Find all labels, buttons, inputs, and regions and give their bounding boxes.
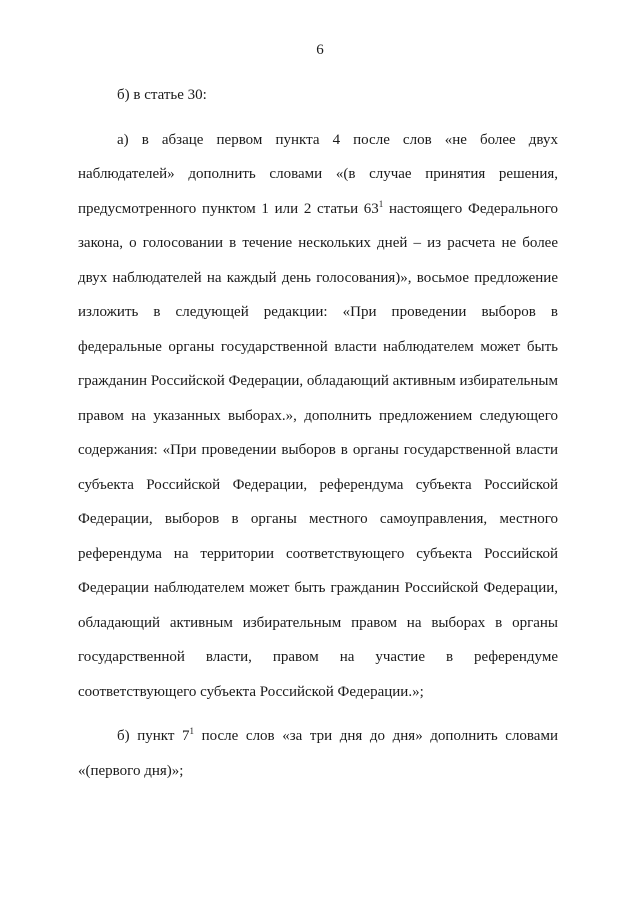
section-b-heading: б) в статье 30: bbox=[117, 87, 207, 103]
item-a-superscript: 1 bbox=[378, 198, 384, 209]
item-b-text-part1: б) пункт 7 bbox=[117, 728, 190, 744]
document-body bbox=[78, 78, 558, 788]
item-a-text-part2: настоящего Федерального закона, о голосовании в течение нескольких дней – из расчета не более двух наблюдателей на каждый день голосования)», восьмое предложение изложить в следующей редакции: «При проведении выборов в федеральные органы государственной власти наблюдателем может быть гражданин Российской Федерации, обладающий активным избирательным правом на указанных выборах.», дополнить предложением следующего содержания: «При проведении выборов в органы государственной власти субъекта Российской Федерации, референдума субъекта Российской Федерации, выборов в органы местного самоуправления, местного референдума на территории соответствующего субъекта Российской Федерации наблюдателем может быть гражданин Российской Федерации, обладающий активным избирательным правом на выборах в органы государственной власти, правом на участие в референдуме соответствующего субъекта Российской Федерации.»; bbox=[78, 200, 559, 700]
item-b-text-part2: после слов «за три дня до дня» дополнить словами «(первого дня)»; bbox=[78, 728, 558, 779]
item-b-superscript: 1 bbox=[189, 726, 195, 736]
item-b-paragraph bbox=[78, 719, 558, 788]
item-a-paragraph bbox=[78, 123, 558, 710]
item-a-text-part1: а) в абзаце первом пункта 4 после слов «не более двух наблюдателей» дополнить словами «(в случае принятия решения, предусмотренного пунктом 1 или 2 статьи 63 bbox=[78, 131, 558, 217]
page-number: 6 bbox=[316, 42, 324, 58]
